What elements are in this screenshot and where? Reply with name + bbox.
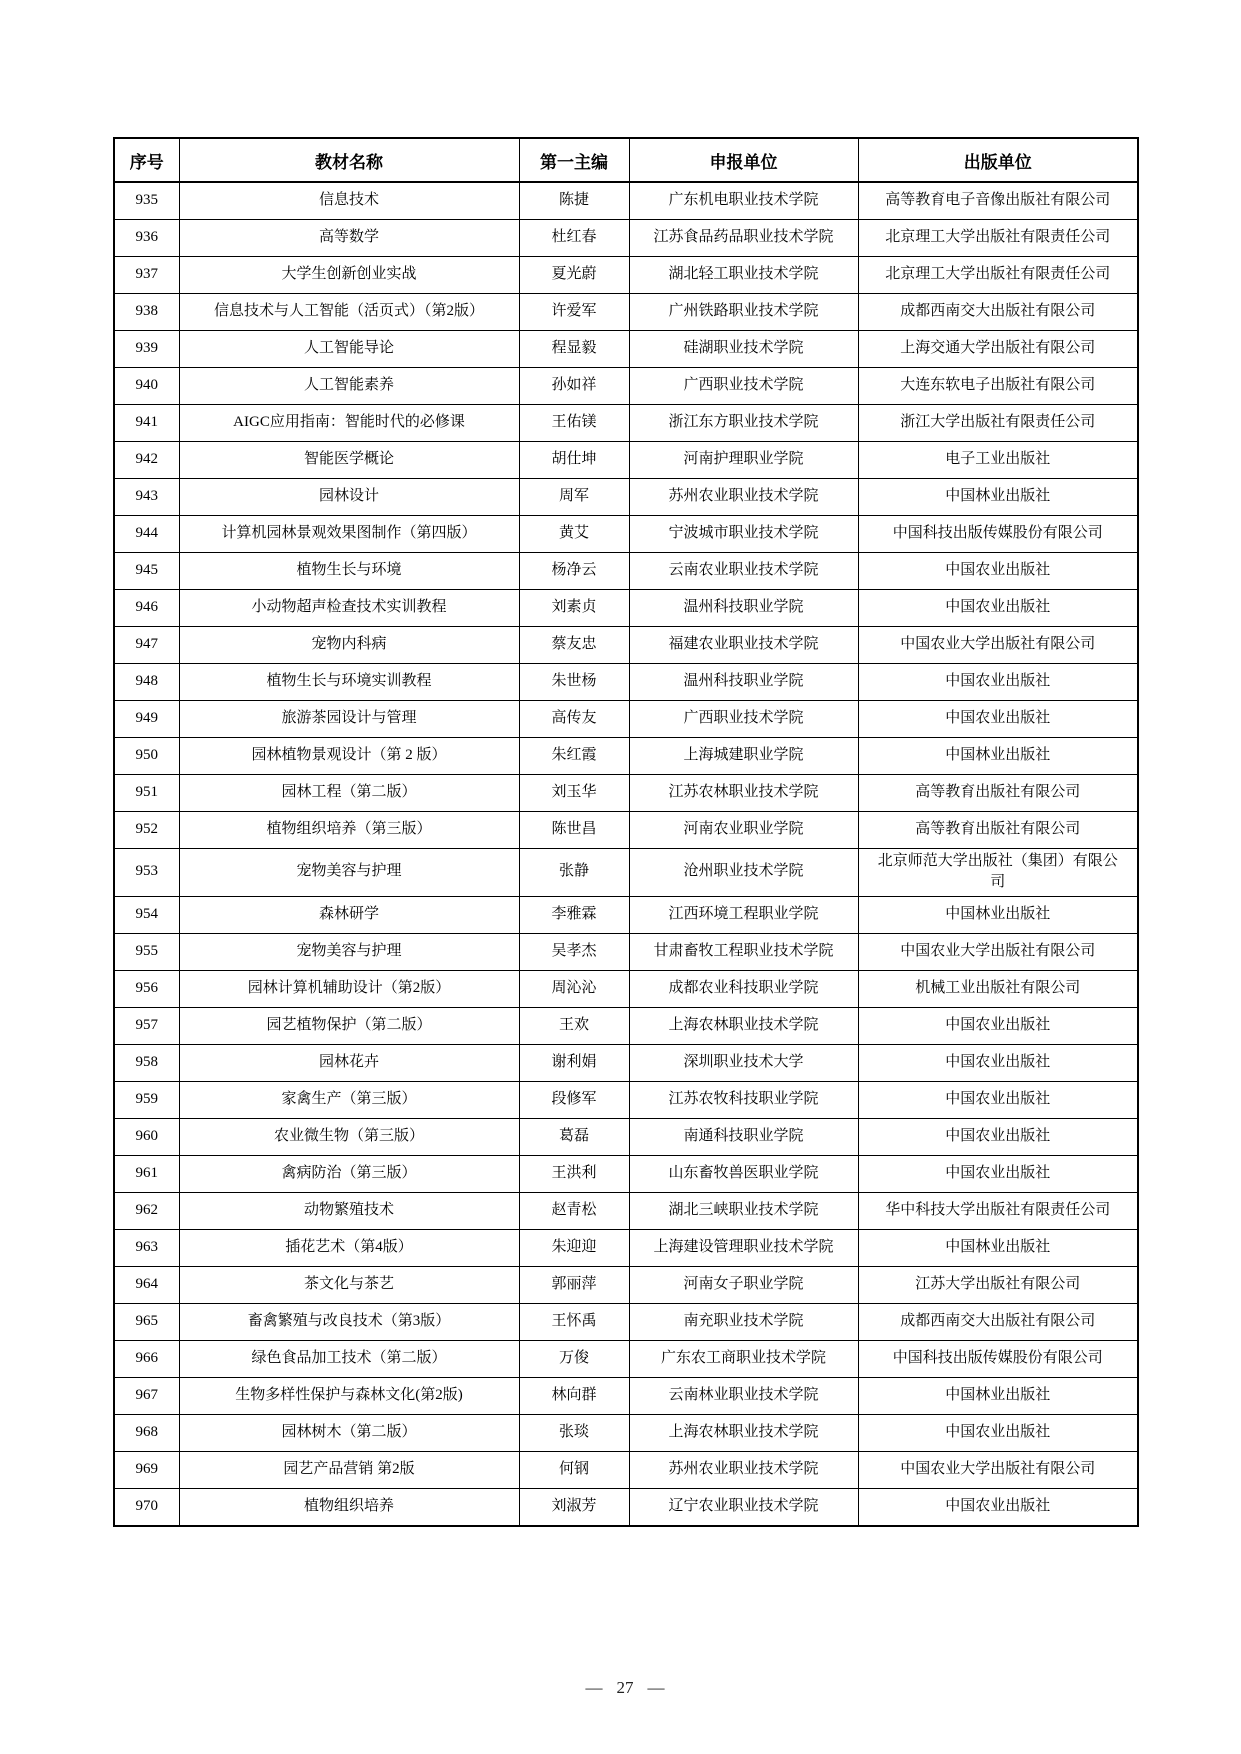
textbook-name-cell: AIGC应用指南：智能时代的必修课 [179, 404, 519, 441]
table-row [114, 330, 1138, 367]
publishing-unit-cell: 中国农业出版社 [858, 1082, 1138, 1119]
chief-editor-cell: 朱红霞 [519, 737, 629, 774]
publishing-unit-cell: 中国林业出版社 [858, 478, 1138, 515]
textbook-name-cell: 植物组织培养 [179, 1489, 519, 1526]
column-header-applying-unit: 申报单位 [629, 138, 858, 182]
serial-number-cell: 955 [114, 934, 179, 971]
textbook-name-cell: 园林计算机辅助设计（第2版） [179, 971, 519, 1008]
chief-editor-cell: 刘淑芳 [519, 1489, 629, 1526]
chief-editor-cell: 万俊 [519, 1341, 629, 1378]
applying-unit-cell: 云南林业职业技术学院 [629, 1378, 858, 1415]
applying-unit-cell: 广州铁路职业技术学院 [629, 293, 858, 330]
chief-editor-cell: 程显毅 [519, 330, 629, 367]
applying-unit-cell: 江苏食品药品职业技术学院 [629, 219, 858, 256]
publishing-unit-cell: 中国农业出版社 [858, 589, 1138, 626]
table-row [114, 971, 1138, 1008]
serial-number-cell: 939 [114, 330, 179, 367]
textbook-name-cell: 信息技术与人工智能（活页式）（第2版） [179, 293, 519, 330]
table-row [114, 1304, 1138, 1341]
applying-unit-cell: 河南农业职业学院 [629, 811, 858, 848]
serial-number-cell: 963 [114, 1230, 179, 1267]
applying-unit-cell: 福建农业职业技术学院 [629, 626, 858, 663]
applying-unit-cell: 苏州农业职业技术学院 [629, 478, 858, 515]
chief-editor-cell: 胡仕坤 [519, 441, 629, 478]
applying-unit-cell: 温州科技职业学院 [629, 663, 858, 700]
chief-editor-cell: 黄艾 [519, 515, 629, 552]
serial-number-cell: 960 [114, 1119, 179, 1156]
textbook-name-cell: 宠物内科病 [179, 626, 519, 663]
table-row [114, 219, 1138, 256]
publishing-unit-cell: 北京师范大学出版社（集团）有限公司 [858, 848, 1138, 897]
column-header-textbook-name: 教材名称 [179, 138, 519, 182]
table-row [114, 811, 1138, 848]
chief-editor-cell: 杨净云 [519, 552, 629, 589]
serial-number-cell: 959 [114, 1082, 179, 1119]
textbook-name-cell: 森林研学 [179, 897, 519, 934]
publishing-unit-cell: 机械工业出版社有限公司 [858, 971, 1138, 1008]
publishing-unit-cell: 中国林业出版社 [858, 897, 1138, 934]
publishing-unit-cell: 江苏大学出版社有限公司 [858, 1267, 1138, 1304]
textbook-name-cell: 人工智能导论 [179, 330, 519, 367]
textbook-name-cell: 大学生创新创业实战 [179, 256, 519, 293]
serial-number-cell: 948 [114, 663, 179, 700]
publishing-unit-cell: 北京理工大学出版社有限责任公司 [858, 256, 1138, 293]
textbook-name-cell: 绿色食品加工技术（第二版） [179, 1341, 519, 1378]
chief-editor-cell: 葛磊 [519, 1119, 629, 1156]
table-row [114, 404, 1138, 441]
chief-editor-cell: 王欢 [519, 1008, 629, 1045]
publishing-unit-cell: 上海交通大学出版社有限公司 [858, 330, 1138, 367]
applying-unit-cell: 硅湖职业技术学院 [629, 330, 858, 367]
publishing-unit-cell: 高等教育电子音像出版社有限公司 [858, 182, 1138, 219]
publishing-unit-cell: 成都西南交大出版社有限公司 [858, 1304, 1138, 1341]
table-row [114, 367, 1138, 404]
textbook-name-cell: 农业微生物（第三版） [179, 1119, 519, 1156]
applying-unit-cell: 广东农工商职业技术学院 [629, 1341, 858, 1378]
applying-unit-cell: 成都农业科技职业学院 [629, 971, 858, 1008]
table-row [114, 1008, 1138, 1045]
chief-editor-cell: 夏光蔚 [519, 256, 629, 293]
publishing-unit-cell: 电子工业出版社 [858, 441, 1138, 478]
publishing-unit-cell: 中国农业出版社 [858, 1489, 1138, 1526]
applying-unit-cell: 深圳职业技术大学 [629, 1045, 858, 1082]
serial-number-cell: 967 [114, 1378, 179, 1415]
applying-unit-cell: 苏州农业职业技术学院 [629, 1452, 858, 1489]
column-header-serial-number: 序号 [114, 138, 179, 182]
serial-number-cell: 953 [114, 848, 179, 897]
serial-number-cell: 970 [114, 1489, 179, 1526]
chief-editor-cell: 朱迎迎 [519, 1230, 629, 1267]
table-row [114, 515, 1138, 552]
page-number: 27 [616, 1678, 634, 1697]
chief-editor-cell: 王洪利 [519, 1156, 629, 1193]
textbook-name-cell: 智能医学概论 [179, 441, 519, 478]
chief-editor-cell: 许爱军 [519, 293, 629, 330]
chief-editor-cell: 王怀禹 [519, 1304, 629, 1341]
table-row [114, 700, 1138, 737]
applying-unit-cell: 河南护理职业学院 [629, 441, 858, 478]
publishing-unit-cell: 中国林业出版社 [858, 1378, 1138, 1415]
serial-number-cell: 936 [114, 219, 179, 256]
textbook-name-cell: 信息技术 [179, 182, 519, 219]
serial-number-cell: 944 [114, 515, 179, 552]
textbook-name-cell: 茶文化与茶艺 [179, 1267, 519, 1304]
publishing-unit-cell: 中国农业出版社 [858, 1008, 1138, 1045]
applying-unit-cell: 广西职业技术学院 [629, 700, 858, 737]
textbook-name-cell: 生物多样性保护与森林文化(第2版) [179, 1378, 519, 1415]
serial-number-cell: 962 [114, 1193, 179, 1230]
column-header-publishing-unit: 出版单位 [858, 138, 1138, 182]
footer-left-dash: — [585, 1678, 603, 1697]
chief-editor-cell: 何钢 [519, 1452, 629, 1489]
publishing-unit-cell: 中国林业出版社 [858, 1230, 1138, 1267]
table-row [114, 1415, 1138, 1452]
applying-unit-cell: 辽宁农业职业技术学院 [629, 1489, 858, 1526]
footer-right-dash: — [647, 1678, 665, 1697]
applying-unit-cell: 山东畜牧兽医职业学院 [629, 1156, 858, 1193]
textbook-name-cell: 宠物美容与护理 [179, 848, 519, 897]
applying-unit-cell: 浙江东方职业技术学院 [629, 404, 858, 441]
textbook-name-cell: 动物繁殖技术 [179, 1193, 519, 1230]
table-row [114, 1230, 1138, 1267]
textbook-name-cell: 小动物超声检查技术实训教程 [179, 589, 519, 626]
table-body [114, 182, 1138, 1526]
serial-number-cell: 947 [114, 626, 179, 663]
publishing-unit-cell: 北京理工大学出版社有限责任公司 [858, 219, 1138, 256]
table-row [114, 737, 1138, 774]
serial-number-cell: 938 [114, 293, 179, 330]
table-row [114, 774, 1138, 811]
applying-unit-cell: 江苏农牧科技职业学院 [629, 1082, 858, 1119]
table-row [114, 897, 1138, 934]
serial-number-cell: 950 [114, 737, 179, 774]
serial-number-cell: 969 [114, 1452, 179, 1489]
table-row [114, 1489, 1138, 1526]
publishing-unit-cell: 中国农业出版社 [858, 1045, 1138, 1082]
applying-unit-cell: 上海农林职业技术学院 [629, 1008, 858, 1045]
textbook-name-cell: 园艺植物保护（第二版） [179, 1008, 519, 1045]
publishing-unit-cell: 成都西南交大出版社有限公司 [858, 293, 1138, 330]
serial-number-cell: 956 [114, 971, 179, 1008]
chief-editor-cell: 杜红春 [519, 219, 629, 256]
applying-unit-cell: 湖北三峡职业技术学院 [629, 1193, 858, 1230]
publishing-unit-cell: 高等教育出版社有限公司 [858, 811, 1138, 848]
chief-editor-cell: 段修军 [519, 1082, 629, 1119]
textbook-name-cell: 畜禽繁殖与改良技术（第3版） [179, 1304, 519, 1341]
publishing-unit-cell: 华中科技大学出版社有限责任公司 [858, 1193, 1138, 1230]
serial-number-cell: 957 [114, 1008, 179, 1045]
table-row [114, 182, 1138, 219]
serial-number-cell: 946 [114, 589, 179, 626]
applying-unit-cell: 温州科技职业学院 [629, 589, 858, 626]
publishing-unit-cell: 中国农业大学出版社有限公司 [858, 1452, 1138, 1489]
applying-unit-cell: 南充职业技术学院 [629, 1304, 858, 1341]
serial-number-cell: 964 [114, 1267, 179, 1304]
chief-editor-cell: 林向群 [519, 1378, 629, 1415]
table-row [114, 478, 1138, 515]
table-row [114, 1156, 1138, 1193]
serial-number-cell: 965 [114, 1304, 179, 1341]
textbook-name-cell: 旅游茶园设计与管理 [179, 700, 519, 737]
applying-unit-cell: 河南女子职业学院 [629, 1267, 858, 1304]
table-row [114, 589, 1138, 626]
textbook-name-cell: 人工智能素养 [179, 367, 519, 404]
publishing-unit-cell: 中国农业出版社 [858, 1119, 1138, 1156]
chief-editor-cell: 赵青松 [519, 1193, 629, 1230]
textbook-name-cell: 家禽生产（第三版） [179, 1082, 519, 1119]
publishing-unit-cell: 中国林业出版社 [858, 737, 1138, 774]
publishing-unit-cell: 大连东软电子出版社有限公司 [858, 367, 1138, 404]
serial-number-cell: 940 [114, 367, 179, 404]
table-row [114, 441, 1138, 478]
serial-number-cell: 966 [114, 1341, 179, 1378]
applying-unit-cell: 江苏农林职业技术学院 [629, 774, 858, 811]
textbook-name-cell: 园林工程（第二版） [179, 774, 519, 811]
textbook-name-cell: 园林花卉 [179, 1045, 519, 1082]
applying-unit-cell: 上海农林职业技术学院 [629, 1415, 858, 1452]
publishing-unit-cell: 高等教育出版社有限公司 [858, 774, 1138, 811]
publishing-unit-cell: 中国农业出版社 [858, 552, 1138, 589]
table-row [114, 626, 1138, 663]
chief-editor-cell: 陈世昌 [519, 811, 629, 848]
textbook-name-cell: 园林树木（第二版） [179, 1415, 519, 1452]
table-row [114, 1341, 1138, 1378]
textbook-name-cell: 园林植物景观设计（第 2 版） [179, 737, 519, 774]
applying-unit-cell: 宁波城市职业技术学院 [629, 515, 858, 552]
table-row [114, 934, 1138, 971]
serial-number-cell: 945 [114, 552, 179, 589]
chief-editor-cell: 朱世杨 [519, 663, 629, 700]
chief-editor-cell: 张静 [519, 848, 629, 897]
chief-editor-cell: 吴孝杰 [519, 934, 629, 971]
chief-editor-cell: 王佑镁 [519, 404, 629, 441]
table-row [114, 1119, 1138, 1156]
table-row [114, 1045, 1138, 1082]
chief-editor-cell: 刘素贞 [519, 589, 629, 626]
applying-unit-cell: 上海城建职业学院 [629, 737, 858, 774]
table-row [114, 663, 1138, 700]
applying-unit-cell: 湖北轻工职业技术学院 [629, 256, 858, 293]
publishing-unit-cell: 浙江大学出版社有限责任公司 [858, 404, 1138, 441]
serial-number-cell: 961 [114, 1156, 179, 1193]
textbook-name-cell: 插花艺术（第4版） [179, 1230, 519, 1267]
applying-unit-cell: 上海建设管理职业技术学院 [629, 1230, 858, 1267]
page-footer [113, 1678, 1137, 1698]
table-row [114, 1082, 1138, 1119]
table-row [114, 552, 1138, 589]
publishing-unit-cell: 中国农业出版社 [858, 700, 1138, 737]
textbook-name-cell: 植物生长与环境 [179, 552, 519, 589]
header-row [114, 138, 1138, 182]
textbook-name-cell: 植物生长与环境实训教程 [179, 663, 519, 700]
table-row [114, 848, 1138, 897]
applying-unit-cell: 江西环境工程职业学院 [629, 897, 858, 934]
textbook-name-cell: 宠物美容与护理 [179, 934, 519, 971]
serial-number-cell: 942 [114, 441, 179, 478]
applying-unit-cell: 沧州职业技术学院 [629, 848, 858, 897]
table-row [114, 1193, 1138, 1230]
chief-editor-cell: 张琰 [519, 1415, 629, 1452]
chief-editor-cell: 高传友 [519, 700, 629, 737]
textbook-name-cell: 园林设计 [179, 478, 519, 515]
serial-number-cell: 958 [114, 1045, 179, 1082]
textbook-table [113, 137, 1139, 1527]
chief-editor-cell: 陈捷 [519, 182, 629, 219]
textbook-name-cell: 禽病防治（第三版） [179, 1156, 519, 1193]
serial-number-cell: 937 [114, 256, 179, 293]
chief-editor-cell: 孙如祥 [519, 367, 629, 404]
serial-number-cell: 949 [114, 700, 179, 737]
textbook-name-cell: 计算机园林景观效果图制作（第四版） [179, 515, 519, 552]
publishing-unit-cell: 中国农业大学出版社有限公司 [858, 934, 1138, 971]
textbook-name-cell: 高等数学 [179, 219, 519, 256]
table-row [114, 256, 1138, 293]
publishing-unit-cell: 中国科技出版传媒股份有限公司 [858, 1341, 1138, 1378]
table-header [114, 138, 1138, 182]
table-row [114, 1452, 1138, 1489]
chief-editor-cell: 刘玉华 [519, 774, 629, 811]
serial-number-cell: 935 [114, 182, 179, 219]
chief-editor-cell: 蔡友忠 [519, 626, 629, 663]
applying-unit-cell: 云南农业职业技术学院 [629, 552, 858, 589]
serial-number-cell: 968 [114, 1415, 179, 1452]
table-row [114, 293, 1138, 330]
chief-editor-cell: 谢利娟 [519, 1045, 629, 1082]
serial-number-cell: 952 [114, 811, 179, 848]
publishing-unit-cell: 中国科技出版传媒股份有限公司 [858, 515, 1138, 552]
table-row [114, 1267, 1138, 1304]
applying-unit-cell: 南通科技职业学院 [629, 1119, 858, 1156]
chief-editor-cell: 周沁沁 [519, 971, 629, 1008]
applying-unit-cell: 广西职业技术学院 [629, 367, 858, 404]
applying-unit-cell: 广东机电职业技术学院 [629, 182, 858, 219]
serial-number-cell: 954 [114, 897, 179, 934]
applying-unit-cell: 甘肃畜牧工程职业技术学院 [629, 934, 858, 971]
serial-number-cell: 941 [114, 404, 179, 441]
publishing-unit-cell: 中国农业出版社 [858, 1415, 1138, 1452]
publishing-unit-cell: 中国农业出版社 [858, 663, 1138, 700]
column-header-first-chief-editor: 第一主编 [519, 138, 629, 182]
chief-editor-cell: 郭丽萍 [519, 1267, 629, 1304]
publishing-unit-cell: 中国农业大学出版社有限公司 [858, 626, 1138, 663]
chief-editor-cell: 李雅霖 [519, 897, 629, 934]
textbook-name-cell: 园艺产品营销 第2版 [179, 1452, 519, 1489]
table-row [114, 1378, 1138, 1415]
textbook-name-cell: 植物组织培养（第三版） [179, 811, 519, 848]
chief-editor-cell: 周军 [519, 478, 629, 515]
serial-number-cell: 943 [114, 478, 179, 515]
publishing-unit-cell: 中国农业出版社 [858, 1156, 1138, 1193]
serial-number-cell: 951 [114, 774, 179, 811]
